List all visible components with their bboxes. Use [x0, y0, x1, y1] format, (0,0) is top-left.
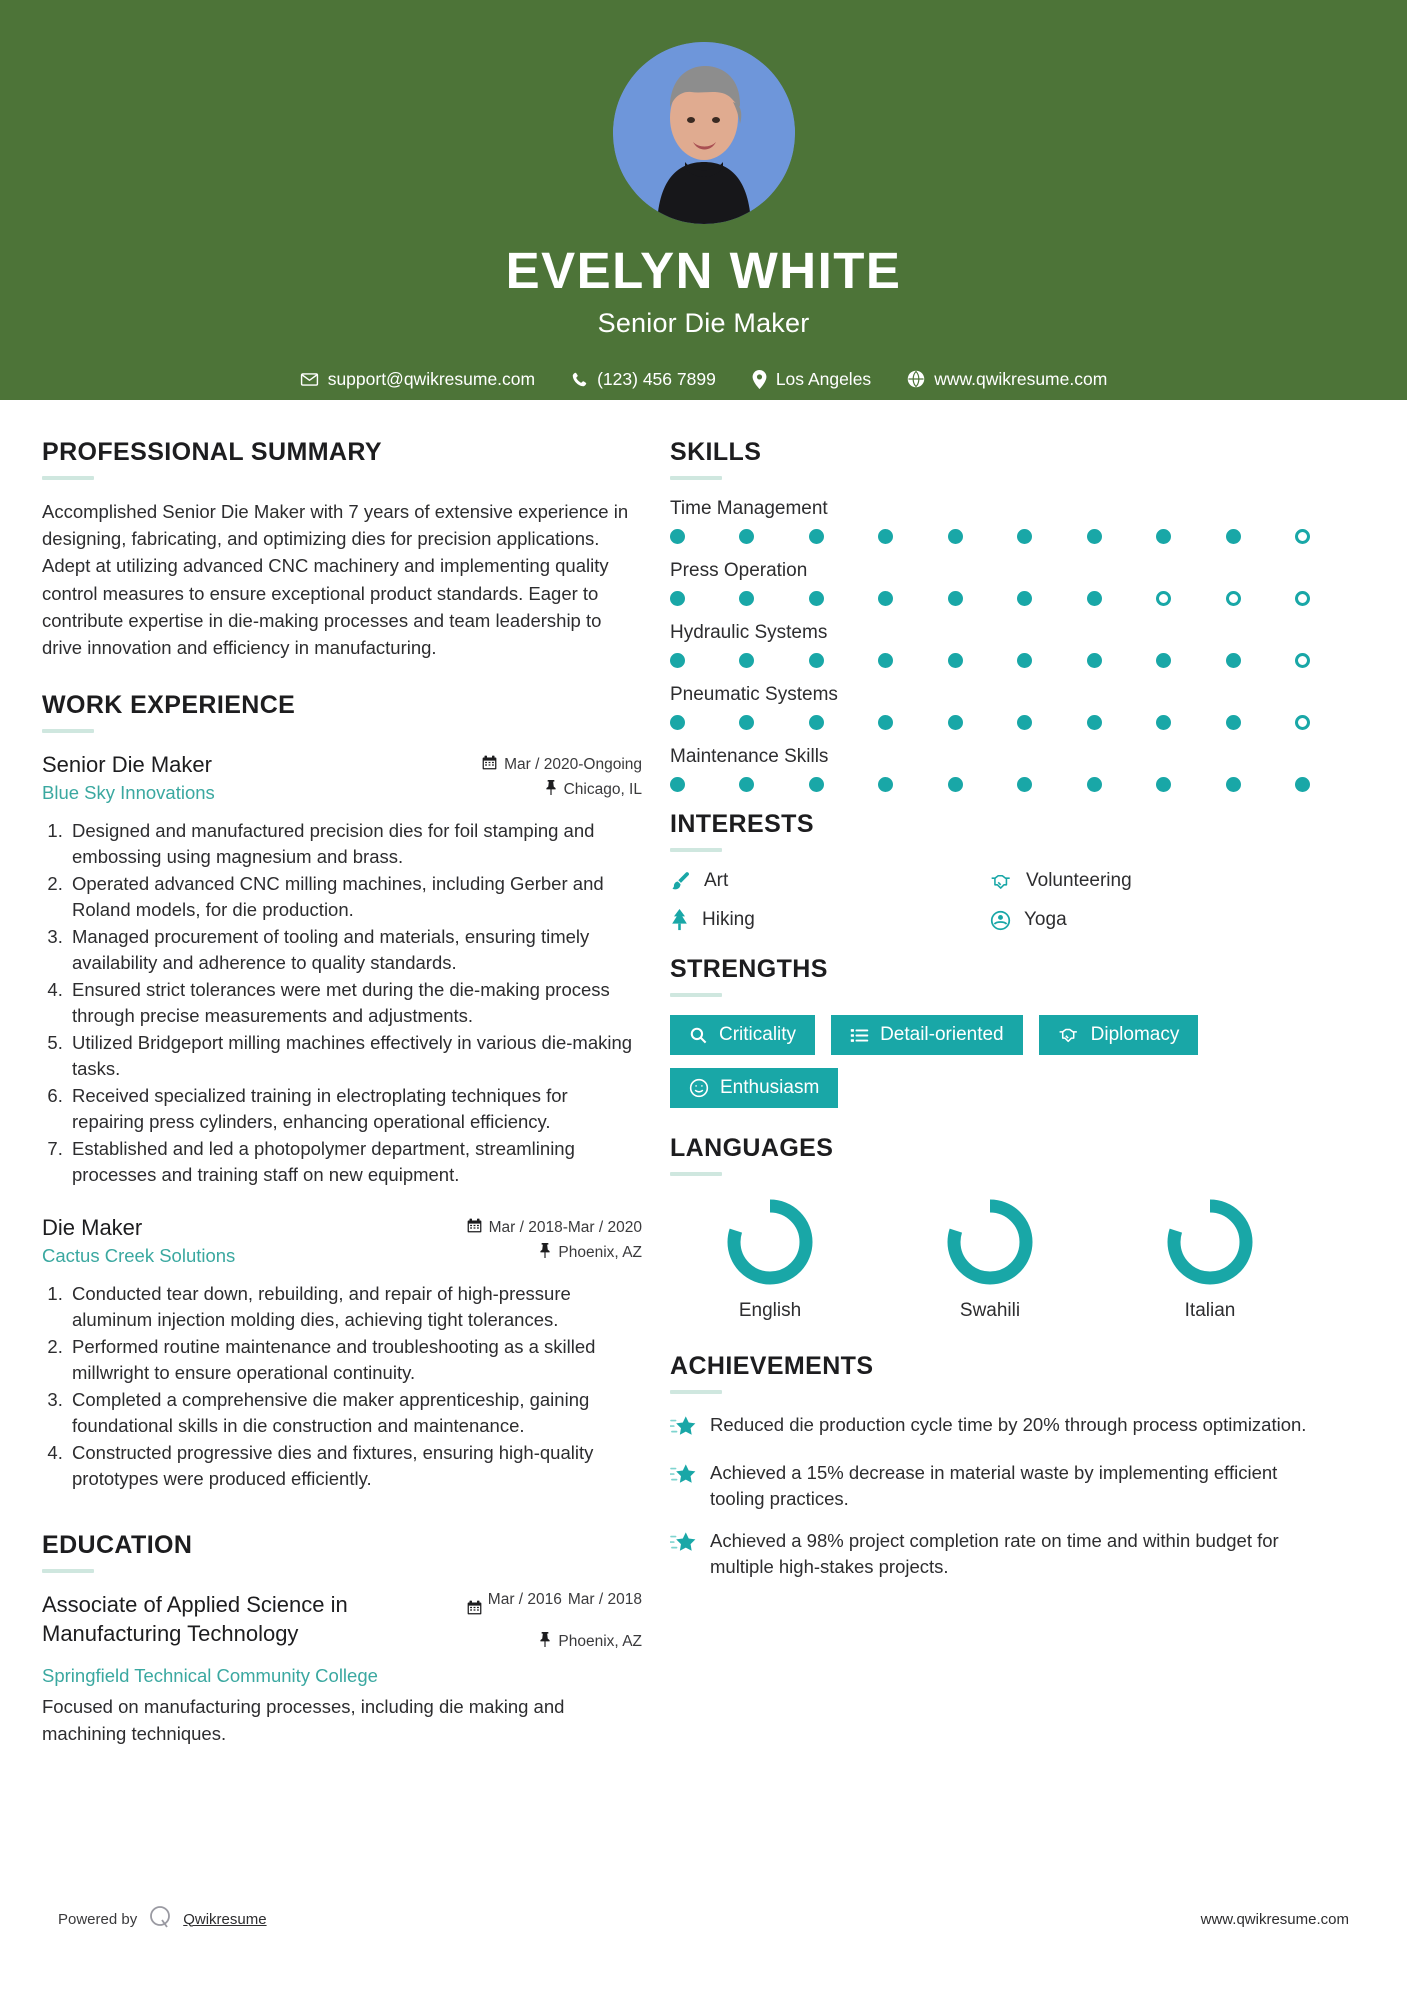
- contact-row: [0, 369, 1407, 390]
- rating-dot-filled: [1226, 715, 1241, 730]
- section-languages: [670, 1134, 1310, 1322]
- job-role: Die Maker: [42, 1215, 143, 1241]
- language-name: Swahili: [959, 1300, 1021, 1321]
- language-item: [1110, 1194, 1310, 1322]
- skills-list: [670, 498, 1310, 792]
- contact-location-text: Los Angeles: [775, 368, 872, 389]
- rating-dot-filled: [878, 591, 893, 606]
- achievement-item: [670, 1528, 1310, 1580]
- strengths-list: [670, 1015, 1310, 1108]
- pin-icon: [539, 1243, 551, 1263]
- strength-chip-enthusiasm[interactable]: [670, 1068, 838, 1108]
- rating-dot-filled: [878, 715, 893, 730]
- tree-icon: [670, 909, 689, 931]
- search-icon: [689, 1026, 708, 1045]
- achievement-text: Reduced die production cycle time by 20% through process optimization.: [710, 1414, 1307, 1435]
- work-entry-header: [42, 1214, 642, 1268]
- rating-dot-filled: [1156, 777, 1171, 792]
- job-dates-line: [467, 755, 642, 775]
- skill-item: [670, 746, 1310, 792]
- strength-label: Detail-oriented: [880, 1024, 1004, 1045]
- education-degree: Associate of Applied Science in Manufacturing Technology: [42, 1592, 348, 1646]
- rating-dot-filled: [1017, 653, 1032, 668]
- rating-dot-filled: [948, 777, 963, 792]
- education-meta: [467, 1591, 642, 1657]
- rating-dot-empty: [1295, 715, 1310, 730]
- section-strengths: [670, 955, 1310, 1108]
- skill-item: [670, 560, 1310, 606]
- rating-dot-empty: [1226, 591, 1241, 606]
- job-company: Cactus Creek Solutions: [42, 1244, 236, 1266]
- strength-chip-criticality[interactable]: [670, 1015, 815, 1055]
- website-icon: [907, 370, 925, 388]
- section-divider: [670, 476, 722, 480]
- skill-name: Time Management: [670, 498, 828, 519]
- email-icon: [300, 370, 319, 389]
- contact-phone[interactable]: [553, 369, 734, 390]
- interest-label: Art: [704, 870, 729, 891]
- achievement-item: [670, 1460, 1310, 1512]
- job-bullet: 5. Utilized Bridgeport milling machines effectively in various die-making tasks.: [68, 1030, 642, 1081]
- rating-dot-filled: [670, 529, 685, 544]
- rating-dot-empty: [1295, 529, 1310, 544]
- education-dates-line: [467, 1591, 642, 1620]
- section-heading: WORK EXPERIENCE: [42, 691, 296, 720]
- shooting-star-icon: [670, 1460, 696, 1492]
- rating-dot-filled: [1087, 777, 1102, 792]
- achievement-text: Achieved a 98% project completion rate on time and within budget for multiple high-stakes projects.: [710, 1529, 1279, 1577]
- shooting-star-icon: [670, 1412, 696, 1444]
- skill-item: [670, 498, 1310, 544]
- skill-name: Hydraulic Systems: [670, 622, 828, 643]
- contact-email-text: support@qwikresume.com: [327, 368, 536, 389]
- work-entry-meta: [467, 751, 642, 805]
- rating-dot-filled: [1087, 591, 1102, 606]
- resume-body: [0, 400, 1407, 1747]
- skill-name: Pneumatic Systems: [670, 684, 838, 705]
- job-bullet: 2. Performed routine maintenance and troubleshooting as a skilled millwright to ensure operational continuity.: [68, 1334, 642, 1385]
- avatar-photo: [613, 42, 795, 224]
- rating-dot-empty: [1295, 591, 1310, 606]
- job-dates-line: [467, 1218, 642, 1238]
- education-entry: [42, 1591, 642, 1747]
- section-heading: EDUCATION: [42, 1531, 193, 1560]
- education-school: Springfield Technical Community College: [42, 1665, 378, 1687]
- job-company: Blue Sky Innovations: [42, 781, 215, 803]
- avatar: [613, 42, 795, 224]
- job-bullet: 3. Managed procurement of tooling and materials, ensuring timely availability and adherence to quality standards.: [68, 924, 642, 975]
- summary-text: Accomplished Senior Die Maker with 7 years of extensive experience in designing, fabricating, and optimizing dies for precision applications. Adept at utilizing advanced CNC machinery and implementing quality control measures to ensure exceptional product standards. Eager to contribute expertise in die-making processes and team leadership to drive innovation and efficiency in manufacturing.: [42, 501, 629, 658]
- page-title: EVELYN WHITE: [505, 242, 902, 299]
- education-date-end: Mar / 2018: [567, 1591, 642, 1609]
- qwikresume-logo-icon: [147, 1904, 173, 1934]
- skill-rating: [670, 653, 1310, 668]
- right-column: [670, 400, 1310, 1747]
- footer: [0, 1904, 1407, 1934]
- rating-dot-filled: [739, 715, 754, 730]
- section-divider: [42, 1569, 94, 1573]
- rating-dot-filled: [1087, 715, 1102, 730]
- contact-email[interactable]: [282, 369, 553, 390]
- pin-icon: [539, 1632, 551, 1652]
- powered-by-label: Powered by: [58, 1910, 138, 1928]
- paintbrush-icon: [670, 871, 691, 892]
- job-location: Phoenix, AZ: [558, 1244, 642, 1262]
- rating-dot-filled: [1226, 529, 1241, 544]
- rating-dot-filled: [1017, 715, 1032, 730]
- job-bullet: 4. Ensured strict tolerances were met during the die-making process through precise measurements and adjustments.: [68, 977, 642, 1028]
- rating-dot-filled: [670, 715, 685, 730]
- section-heading: STRENGTHS: [670, 955, 828, 983]
- language-name: English: [738, 1300, 802, 1321]
- powered-by: [58, 1904, 267, 1934]
- skill-rating: [670, 591, 1310, 606]
- work-entry-titleblock: [42, 751, 215, 804]
- rating-dot-filled: [1017, 591, 1032, 606]
- section-heading: INTERESTS: [670, 810, 814, 838]
- section-heading: PROFESSIONAL SUMMARY: [42, 438, 382, 466]
- job-dates: Mar / 2018-Mar / 2020: [488, 1219, 642, 1237]
- job-bullet: 4. Constructed progressive dies and fixtures, ensuring high-quality prototypes were produced efficiently.: [68, 1440, 642, 1491]
- list-icon: [850, 1026, 869, 1045]
- rating-dot-filled: [1017, 529, 1032, 544]
- rating-dot-filled: [739, 777, 754, 792]
- contact-phone-text: (123) 456 7899: [597, 368, 716, 389]
- rating-dot-filled: [1156, 653, 1171, 668]
- rating-dot-filled: [809, 529, 824, 544]
- rating-dot-filled: [1087, 653, 1102, 668]
- interest-label: Volunteering: [1026, 870, 1132, 891]
- job-location: Chicago, IL: [563, 781, 642, 799]
- section-divider: [670, 848, 722, 852]
- rating-dot-empty: [1295, 653, 1310, 668]
- rating-dot-filled: [1156, 529, 1171, 544]
- rating-dot-filled: [878, 653, 893, 668]
- achievements-list: [670, 1412, 1310, 1580]
- languages-list: [670, 1194, 1310, 1322]
- skill-rating: [670, 777, 1310, 792]
- brand-link[interactable]: Qwikresume: [183, 1910, 267, 1928]
- language-item: [890, 1194, 1090, 1322]
- section-divider: [42, 729, 94, 733]
- achievement-text: Achieved a 15% decrease in material waste by implementing efficient tooling practices.: [710, 1462, 1278, 1509]
- education-entry-header: [42, 1591, 642, 1657]
- rating-dot-filled: [1295, 777, 1310, 792]
- rating-dot-filled: [670, 777, 685, 792]
- rating-dot-filled: [1226, 777, 1241, 792]
- rating-dot-filled: [948, 591, 963, 606]
- rating-dot-filled: [948, 715, 963, 730]
- job-bullet: 1. Conducted tear down, rebuilding, and repair of high-pressure aluminum injection molding dies, achieving tight tolerances.: [68, 1281, 642, 1332]
- rating-dot-filled: [948, 653, 963, 668]
- rating-dot-filled: [1226, 653, 1241, 668]
- rating-dot-filled: [739, 653, 754, 668]
- job-title: Senior Die Maker: [597, 307, 810, 338]
- skill-name: Press Operation: [670, 560, 808, 581]
- interest-item: [990, 909, 1310, 931]
- section-divider: [42, 476, 94, 480]
- rating-dot-filled: [1017, 777, 1032, 792]
- shooting-star-icon: [670, 1528, 696, 1560]
- calendar-icon: [467, 1218, 482, 1238]
- rating-dot-filled: [878, 777, 893, 792]
- education-location: Phoenix, AZ: [558, 1633, 642, 1651]
- calendar-icon: [482, 755, 497, 775]
- section-heading: LANGUAGES: [670, 1134, 834, 1162]
- section-divider: [670, 993, 722, 997]
- skill-rating: [670, 529, 1310, 544]
- strength-label: Criticality: [719, 1024, 797, 1045]
- skill-item: [670, 622, 1310, 668]
- rating-dot-filled: [1156, 715, 1171, 730]
- handshake-icon: [1058, 1025, 1080, 1045]
- strength-chip-detail-oriented[interactable]: [831, 1015, 1023, 1055]
- interests-list: [670, 870, 1310, 931]
- education-date-start: Mar / 2016: [487, 1591, 562, 1609]
- interest-label: Yoga: [1024, 909, 1067, 930]
- job-dates: Mar / 2020-Ongoing: [504, 756, 642, 774]
- rating-dot-filled: [809, 715, 824, 730]
- job-bullet: 3. Completed a comprehensive die maker apprenticeship, gaining foundational skills in die construction and maintenance.: [68, 1387, 642, 1438]
- section-divider: [670, 1390, 722, 1394]
- job-role: Senior Die Maker: [42, 752, 212, 778]
- education-location-line: [467, 1632, 642, 1652]
- contact-website[interactable]: [889, 369, 1125, 390]
- smiley-icon: [689, 1078, 709, 1098]
- job-location-line: [467, 780, 642, 800]
- section-divider: [670, 1172, 722, 1176]
- interest-label: Hiking: [702, 909, 755, 930]
- rating-dot-empty: [1156, 591, 1171, 606]
- footer-url[interactable]: www.qwikresume.com: [1200, 1910, 1349, 1928]
- language-name: Italian: [1184, 1300, 1236, 1321]
- strength-label: Enthusiasm: [720, 1077, 820, 1098]
- rating-dot-filled: [670, 591, 685, 606]
- work-entry-titleblock: [42, 1214, 235, 1267]
- left-column: [42, 400, 642, 1747]
- rating-dot-filled: [809, 777, 824, 792]
- interest-item: [670, 870, 990, 892]
- language-item: [670, 1194, 870, 1322]
- rating-dot-filled: [948, 529, 963, 544]
- calendar-icon: [467, 1600, 482, 1620]
- job-bullets: [42, 1281, 642, 1491]
- job-bullet: 6. Received specialized training in electroplating techniques for repairing press cylinders, enhancing operational efficiency.: [68, 1083, 642, 1134]
- interest-item: [670, 909, 990, 931]
- section-professional-summary: [42, 438, 642, 661]
- work-entry: [42, 1214, 642, 1491]
- strength-chip-diplomacy[interactable]: [1039, 1015, 1199, 1055]
- section-work-experience: [42, 691, 642, 1491]
- job-location-line: [467, 1243, 642, 1263]
- job-bullets: [42, 818, 642, 1187]
- location-icon: [752, 370, 767, 389]
- section-heading: ACHIEVEMENTS: [670, 1352, 874, 1380]
- rating-dot-filled: [878, 529, 893, 544]
- rating-dot-filled: [739, 529, 754, 544]
- pin-icon: [545, 780, 557, 800]
- rating-dot-filled: [670, 653, 685, 668]
- contact-website-text: www.qwikresume.com: [934, 368, 1108, 389]
- yoga-icon: [990, 910, 1011, 931]
- skill-rating: [670, 715, 1310, 730]
- work-entry-meta: [467, 1214, 642, 1268]
- work-entry-header: [42, 751, 642, 805]
- section-education: [42, 1531, 642, 1747]
- job-bullet: 2. Operated advanced CNC milling machines, including Gerber and Roland models, for die production.: [68, 871, 642, 922]
- job-bullet: 7. Established and led a photopolymer department, streamlining processes and training staff on new equipment.: [68, 1136, 642, 1187]
- skill-name: Maintenance Skills: [670, 746, 829, 767]
- strength-label: Diplomacy: [1090, 1024, 1180, 1045]
- language-gauge: [1162, 1194, 1258, 1290]
- section-skills: [670, 438, 1310, 792]
- section-interests: [670, 810, 1310, 931]
- skill-item: [670, 684, 1310, 730]
- section-achievements: [670, 1352, 1310, 1580]
- achievement-item: [670, 1412, 1310, 1444]
- education-description: Focused on manufacturing processes, including die making and machining techniques.: [42, 1696, 565, 1744]
- language-gauge: [722, 1194, 818, 1290]
- rating-dot-filled: [1087, 529, 1102, 544]
- section-heading: SKILLS: [670, 438, 762, 466]
- job-bullet: 1. Designed and manufactured precision dies for foil stamping and embossing using magnesium and brass.: [68, 818, 642, 869]
- rating-dot-filled: [809, 591, 824, 606]
- bottom-spacer: [0, 1747, 1407, 1877]
- handshake-icon: [990, 871, 1013, 892]
- work-entry: [42, 751, 642, 1187]
- language-gauge: [942, 1194, 1038, 1290]
- rating-dot-filled: [739, 591, 754, 606]
- resume-header: [0, 0, 1407, 400]
- phone-icon: [571, 371, 588, 388]
- interest-item: [990, 870, 1310, 892]
- rating-dot-filled: [809, 653, 824, 668]
- contact-location[interactable]: [734, 369, 889, 390]
